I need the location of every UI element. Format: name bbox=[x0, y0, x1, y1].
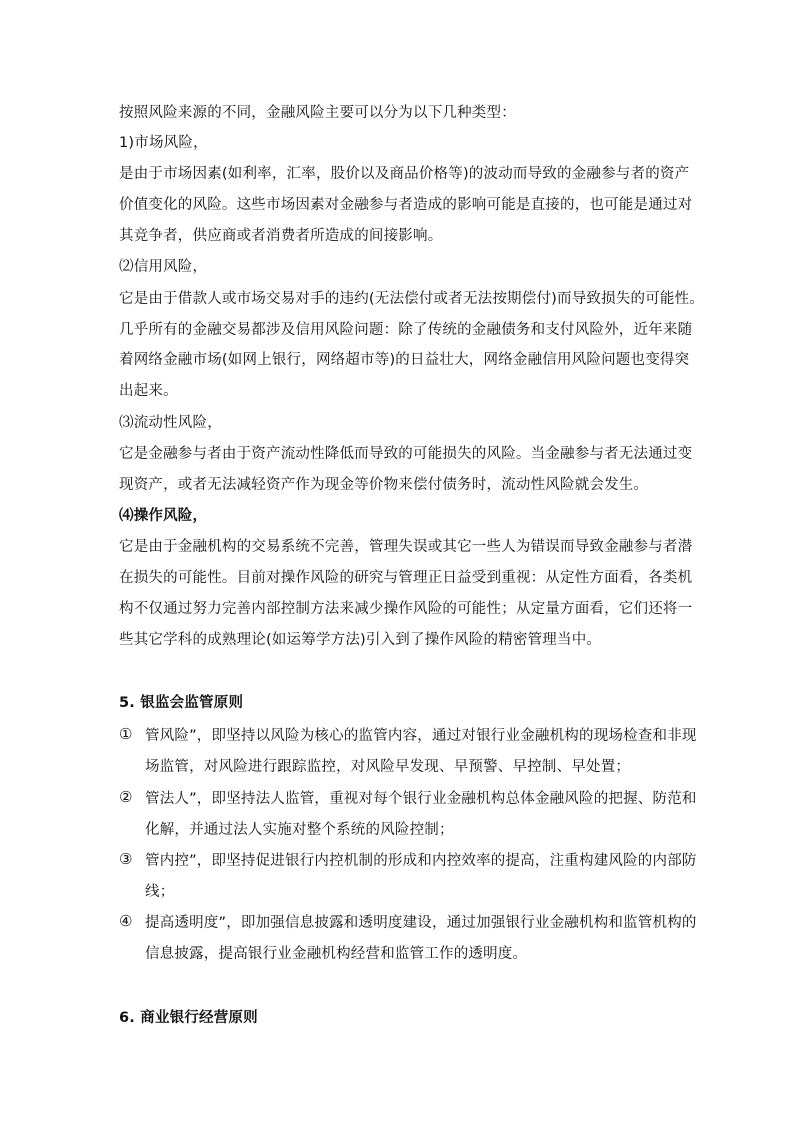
item-3-line-1: 管内控”，即坚持促进银行内控机制的形成和内控效率的提高，注重构建风险的内部防 bbox=[145, 853, 697, 869]
market-risk-line-3: 其竞争者，供应商或者消费者所造成的间接影响。 bbox=[119, 228, 443, 244]
item-3-mark: ③ bbox=[119, 850, 133, 868]
item-1-line-2: 场监管，对风险进行跟踪监控，对风险早发现、早预警、早控制、早处置； bbox=[145, 759, 631, 775]
heading-operational-risk: ⑷操作风险， bbox=[119, 508, 208, 524]
credit-risk-line-4: 出起来。 bbox=[119, 383, 178, 399]
heading-liquidity-risk: ⑶流动性风险， bbox=[119, 415, 222, 431]
heading-credit-risk: ⑵信用风险， bbox=[119, 259, 208, 275]
item-4-mark: ④ bbox=[119, 912, 133, 930]
item-2-line-1: 管法人”，即坚持法人监管，重视对每个银行业金融机构总体金融风险的把握、防范和 bbox=[145, 791, 697, 807]
operational-risk-line-2: 在损失的可能性。目前对操作风险的研究与管理正日益受到重视：从定性方面看，各类机 bbox=[119, 570, 693, 586]
operational-risk-line-1: 它是由于金融机构的交易系统不完善，管理失误或其它一些人为错误而导致金融参与者潜 bbox=[119, 539, 693, 555]
credit-risk-line-1: 它是由于借款人或市场交易对手的违约(无法偿付或者无法按期偿付)而导致损失的可能性。 bbox=[119, 291, 705, 307]
section-6-heading: 6. 商业银行经营原则 bbox=[119, 1010, 258, 1026]
item-1-mark: ① bbox=[119, 725, 133, 743]
operational-risk-line-3: 构不仅通过努力完善内部控制方法来减少操作风险的可能性；从定量方面看，它们还将一 bbox=[119, 601, 693, 617]
item-4-line-2: 信息披露，提高银行业金融机构经营和监管工作的透明度。 bbox=[145, 946, 528, 962]
market-risk-line-1: 是由于市场因素(如利率，汇率，股价以及商品价格等)的波动而导致的金融参与者的资产 bbox=[119, 166, 690, 182]
item-3-line-2: 线； bbox=[145, 884, 175, 900]
section-5-heading: 5. 银监会监管原则 bbox=[119, 695, 244, 711]
liquidity-risk-line-2: 现资产，或者无法减轻资产作为现金等价物来偿付债务时，流动性风险就会发生。 bbox=[119, 477, 649, 493]
item-1-line-1: 管风险”，即坚持以风险为核心的监管内容，通过对银行业金融机构的现场检查和非现 bbox=[145, 728, 697, 744]
credit-risk-line-2: 几乎所有的金融交易都涉及信用风险问题：除了传统的金融债务和支付风险外，近年来随 bbox=[119, 322, 693, 338]
heading-market-risk: 1)市场风险， bbox=[119, 135, 208, 151]
item-2-mark: ② bbox=[119, 788, 133, 806]
item-2-line-2: 化解，并通过法人实施对整个系统的风险控制； bbox=[145, 822, 454, 838]
item-4-line-1: 提高透明度”，即加强信息披露和透明度建设，通过加强银行业金融机构和监管机构的 bbox=[145, 915, 697, 931]
market-risk-line-2: 价值变化的风险。这些市场因素对金融参与者造成的影响可能是直接的，也可能是通过对 bbox=[119, 197, 693, 213]
operational-risk-line-4: 些其它学科的成熟理论(如运筹学方法)引入到了操作风险的精密管理当中。 bbox=[119, 632, 602, 648]
liquidity-risk-line-1: 它是金融参与者由于资产流动性降低而导致的可能损失的风险。当金融参与者无法通过变 bbox=[119, 446, 693, 462]
credit-risk-line-3: 着网络金融市场(如网上银行，网络超市等)的日益壮大，网络金融信用风险问题也变得突 bbox=[119, 352, 690, 368]
intro-paragraph: 按照风险来源的不同，金融风险主要可以分为以下几种类型： bbox=[119, 105, 516, 121]
